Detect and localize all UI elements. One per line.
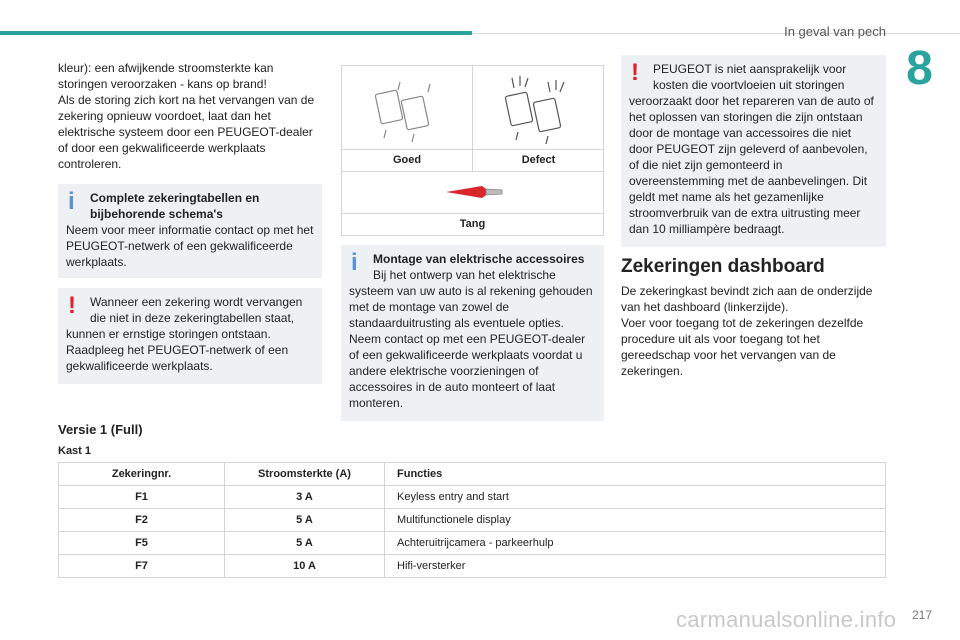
table-row [59,532,886,555]
header-rule [472,33,960,34]
info-note-lead: Bij het ontwerp van het elektrische [373,268,556,282]
label-defect: Defect [521,154,556,166]
paragraph: De zekeringkast bevindt zich aan de onderzijde van het dashboard (linkerzijde). [621,284,873,314]
figure-divider [342,171,603,172]
column-right-text [621,283,886,379]
fuse-function: Multifunctionele display [385,509,886,532]
fuse-rating: 5 A [225,509,385,532]
fuse-puller-illustration [442,180,506,204]
warning-note-lead: Wanneer een zekering wordt vervangen die niet in deze zekeringtabellen staat, [90,295,303,325]
version-title: Versie 1 (Full) [58,422,143,437]
figure-divider [342,149,603,150]
column-header: Stroomsterkte (A) [225,463,385,486]
column-header: Zekeringnr. [59,463,225,486]
info-note [58,184,322,278]
warning-note-lead: PEUGEOT is niet aansprakelijk voor kosten die voortvloeien uit storingen [653,62,847,92]
warning-note-body: kunnen er ernstige storingen ontstaan. Raadpleeg het PEUGEOT-netwerk of een gekwalificeerde werkplaats. [66,327,289,373]
section-heading: Zekeringen dashboard [621,256,825,277]
info-note-title: Montage van elektrische accessoires [373,252,585,266]
chapter-number: 8 [906,42,933,95]
fuse-function: Achteruitrijcamera - parkeerhulp [385,532,886,555]
fuse-number: F7 [59,555,225,578]
fuse-rating: 10 A [225,555,385,578]
fuse-rating: 5 A [225,532,385,555]
warning-note-body: veroorzaakt door het repareren van de auto of het oplossen van storingen die zijn ontstaan door de montage van accessoires die niet door PEUGEOT zijn geleverd of aanbevolen, of die niet zijn gemonteerd in overeenstemming met de aanbevelingen. Dit geldt met name als het gezamenlijke stroomverbruik van de extra uitrusting meer dan 10 milliampère bedraagt. [629,94,874,236]
fuse-defect-illustration [500,72,580,146]
fusebox-label: Kast 1 [58,445,92,457]
header-accent-bar [0,31,472,35]
info-note-title: Complete zekeringtabellen en bijbehorende schema's [90,191,260,221]
fuse-good-illustration [370,74,450,146]
fuse-number: F1 [59,486,225,509]
page-number: 217 [911,608,932,622]
fuse-number: F5 [59,532,225,555]
table-header-row [59,463,886,486]
warning-icon: ! [68,292,76,319]
info-note-body: Neem voor meer informatie contact op met het PEUGEOT-netwerk of een gekwalificeerde werkplaats. [66,223,314,269]
paragraph: kleur): een afwijkende stroomsterkte kan storingen veroorzaken - kans op brand! [58,61,274,91]
table-row [59,555,886,578]
warning-icon: ! [631,59,639,86]
fuse-function: Keyless entry and start [385,486,886,509]
fuse-number: F2 [59,509,225,532]
table-row [59,509,886,532]
fuse-figure [341,65,604,236]
info-icon: i [351,249,358,276]
table-row [59,486,886,509]
label-good: Goed [392,154,422,166]
watermark: carmanualsonline.info [676,607,897,632]
column-header: Functies [385,463,886,486]
paragraph: Voer voor toegang tot de zekeringen dezelfde procedure uit als voor toegang tot het gereedschap voor het vervangen van de zekeringen. [621,316,864,378]
info-icon: i [68,188,75,215]
figure-divider [342,213,603,214]
column-right [621,55,886,247]
fuse-rating: 3 A [225,486,385,509]
label-tool: Tang [459,218,486,230]
info-note [341,245,604,421]
fuse-table [58,462,886,578]
info-note-body: systeem van uw auto is al rekening gehouden met de montage van zowel de standaarduitrusting als eventuele opties. Neem contact op met een PEUGEOT-dealer of een gekwalificeerde werkplaats voordat u andere elektrische voorzieningen of accessoires in de auto monteert of laat monteren. [349,284,593,410]
column-middle [341,245,604,421]
warning-note [621,55,886,247]
warning-note [58,288,322,384]
column-left [58,60,322,384]
paragraph: Als de storing zich kort na het vervangen van de zekering opnieuw voordoet, laat dan het elektrische systeem door een PEUGEOT-dealer of door een gekwalificeerde werkplaats controleren. [58,93,315,171]
section-title: In geval van pech [784,24,886,39]
fuse-function: Hifi-versterker [385,555,886,578]
